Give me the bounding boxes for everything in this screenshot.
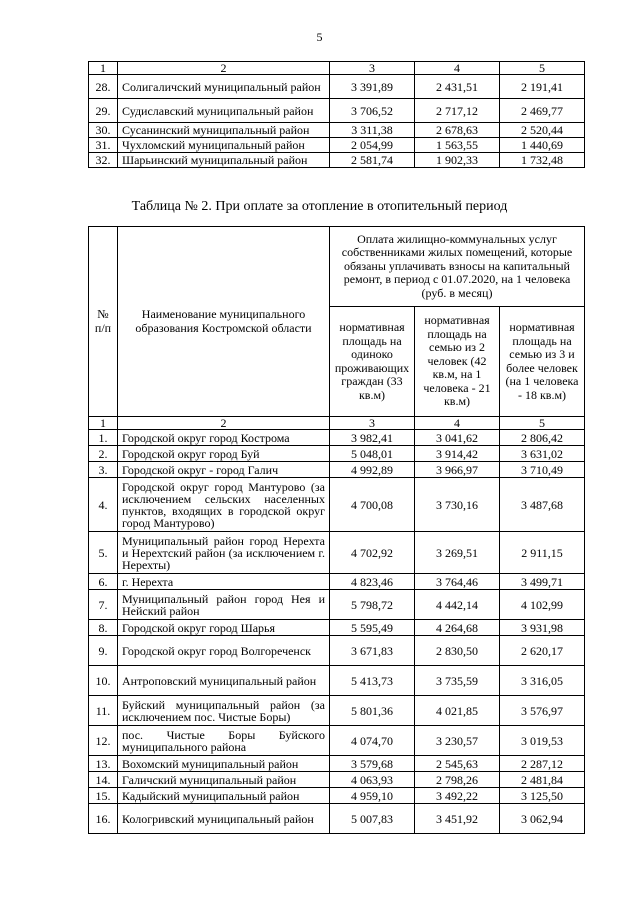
- municipality-name: Буйский муниципальный район (за исключением пос. Чистые Боры): [118, 696, 330, 726]
- colnum-2: 2: [118, 417, 330, 430]
- row-number: 31.: [89, 138, 118, 153]
- table-row: [89, 99, 585, 123]
- row-number: 8.: [89, 620, 118, 636]
- value-two-persons: 3 230,57: [415, 726, 500, 756]
- municipality-name: Муниципальный район город Нея и Нейский район: [118, 590, 330, 620]
- value-single: 3 982,41: [330, 430, 415, 446]
- header-two-persons: нормативная площадь на семью из 2 человек (42 кв.м, на 1 человека - 21 кв.м): [415, 307, 500, 417]
- value-three-plus: 3 487,68: [500, 478, 585, 532]
- value-single: 4 992,89: [330, 462, 415, 478]
- table-row: [89, 666, 585, 696]
- page-number: 5: [316, 30, 323, 44]
- value-two-persons: 3 451,92: [415, 804, 500, 834]
- municipality-name: Кадыйский муниципальный район: [118, 788, 330, 804]
- colnum-2: 2: [118, 62, 330, 75]
- value-two-persons: 3 966,97: [415, 462, 500, 478]
- value-single: 4 702,92: [330, 532, 415, 574]
- value-three-plus: 2 620,17: [500, 636, 585, 666]
- row-number: 10.: [89, 666, 118, 696]
- header-single: нормативная площадь на одиноко проживающих граждан (33 кв.м): [330, 307, 415, 417]
- value-three-plus: 3 019,53: [500, 726, 585, 756]
- table-row: [89, 804, 585, 834]
- table-row: [89, 138, 585, 153]
- row-number: 1.: [89, 430, 118, 446]
- municipality-name: Антроповский муниципальный район: [118, 666, 330, 696]
- table-row: [89, 772, 585, 788]
- row-number: 32.: [89, 153, 118, 168]
- table-row: [89, 756, 585, 772]
- colnum-5: 5: [500, 62, 585, 75]
- value-two-persons: 3 764,46: [415, 574, 500, 590]
- value-two-persons: 2 830,50: [415, 636, 500, 666]
- table-2-body: [89, 227, 585, 834]
- table-row: [89, 75, 585, 99]
- value-three-plus: 2 806,42: [500, 430, 585, 446]
- row-number: 12.: [89, 726, 118, 756]
- value-two-persons: 4 264,68: [415, 620, 500, 636]
- value-single: 4 959,10: [330, 788, 415, 804]
- colnum-5: 5: [500, 417, 585, 430]
- value-two-persons: 3 041,62: [415, 430, 500, 446]
- value-three-plus: 2 481,84: [500, 772, 585, 788]
- row-number: 15.: [89, 788, 118, 804]
- value-single: 2 581,74: [330, 153, 415, 168]
- value-two-persons: 1 902,33: [415, 153, 500, 168]
- municipality-name: Городской округ город Буй: [118, 446, 330, 462]
- table-row: [89, 123, 585, 138]
- colnum-1: 1: [89, 417, 118, 430]
- value-three-plus: 2 287,12: [500, 756, 585, 772]
- table-row: [89, 532, 585, 574]
- colnum-1: 1: [89, 62, 118, 75]
- municipality-name: Муниципальный район город Нерехта и Нерехтский район (за исключением г. Нерехты): [118, 532, 330, 574]
- value-three-plus: 4 102,99: [500, 590, 585, 620]
- value-single: 5 798,72: [330, 590, 415, 620]
- colnum-3: 3: [330, 417, 415, 430]
- value-two-persons: 2 431,51: [415, 75, 500, 99]
- table-row: [89, 574, 585, 590]
- value-two-persons: 4 021,85: [415, 696, 500, 726]
- municipality-name: Галичский муниципальный район: [118, 772, 330, 788]
- value-three-plus: 3 125,50: [500, 788, 585, 804]
- colnum-3: 3: [330, 62, 415, 75]
- value-single: 3 579,68: [330, 756, 415, 772]
- table-row: [89, 590, 585, 620]
- table-row: [89, 462, 585, 478]
- value-three-plus: 3 499,71: [500, 574, 585, 590]
- value-three-plus: 2 191,41: [500, 75, 585, 99]
- value-single: 5 048,01: [330, 446, 415, 462]
- colnum-4: 4: [415, 62, 500, 75]
- municipality-name: Городской округ - город Галич: [118, 462, 330, 478]
- value-single: 4 823,46: [330, 574, 415, 590]
- value-two-persons: 3 492,22: [415, 788, 500, 804]
- column-number-row: [89, 62, 585, 75]
- table-row: [89, 696, 585, 726]
- value-two-persons: 2 678,63: [415, 123, 500, 138]
- value-two-persons: 3 730,16: [415, 478, 500, 532]
- value-two-persons: 3 914,42: [415, 446, 500, 462]
- municipality-name: г. Нерехта: [118, 574, 330, 590]
- municipality-name: пос. Чистые Боры Буйского муниципального района: [118, 726, 330, 756]
- row-number: 16.: [89, 804, 118, 834]
- value-single: 4 063,93: [330, 772, 415, 788]
- row-number: 3.: [89, 462, 118, 478]
- table-row: [89, 788, 585, 804]
- value-three-plus: 3 316,05: [500, 666, 585, 696]
- table-row: [89, 478, 585, 532]
- row-number: 11.: [89, 696, 118, 726]
- municipality-name: Чухломский муниципальный район: [118, 138, 330, 153]
- colnum-4: 4: [415, 417, 500, 430]
- value-two-persons: 3 735,59: [415, 666, 500, 696]
- value-single: 4 700,08: [330, 478, 415, 532]
- header-row-1: [89, 227, 585, 307]
- table-2-caption: Таблица № 2. При оплате за отопление в отопительный период: [131, 199, 508, 214]
- table-row: [89, 430, 585, 446]
- value-two-persons: 2 798,26: [415, 772, 500, 788]
- municipality-name: Солигаличский муниципальный район: [118, 75, 330, 99]
- row-number: 14.: [89, 772, 118, 788]
- value-three-plus: 3 931,98: [500, 620, 585, 636]
- row-number: 5.: [89, 532, 118, 574]
- value-two-persons: 2 717,12: [415, 99, 500, 123]
- header-name: Наименование муниципального образования Костромской области: [118, 227, 330, 417]
- value-single: 2 054,99: [330, 138, 415, 153]
- municipality-name: Городской округ город Шарья: [118, 620, 330, 636]
- row-number: 7.: [89, 590, 118, 620]
- municipality-name: Судиславский муниципальный район: [118, 99, 330, 123]
- municipality-name: Шарьинский муниципальный район: [118, 153, 330, 168]
- header-num: № п/п: [89, 227, 118, 417]
- value-two-persons: 3 269,51: [415, 532, 500, 574]
- value-three-plus: 3 062,94: [500, 804, 585, 834]
- value-single: 5 595,49: [330, 620, 415, 636]
- value-three-plus: 1 440,69: [500, 138, 585, 153]
- value-single: 5 007,83: [330, 804, 415, 834]
- municipality-name: Городской округ город Мантурово (за исключением сельских населенных пунктов, входящих в городской округ город Мантурово): [118, 478, 330, 532]
- value-three-plus: 3 710,49: [500, 462, 585, 478]
- table-row: [89, 446, 585, 462]
- table-row: [89, 153, 585, 168]
- row-number: 28.: [89, 75, 118, 99]
- row-number: 13.: [89, 756, 118, 772]
- value-three-plus: 3 576,97: [500, 696, 585, 726]
- value-two-persons: 2 545,63: [415, 756, 500, 772]
- value-three-plus: 1 732,48: [500, 153, 585, 168]
- row-number: 2.: [89, 446, 118, 462]
- value-three-plus: 2 911,15: [500, 532, 585, 574]
- header-group: Оплата жилищно-коммунальных услуг собственниками жилых помещений, которые обязаны уплачивать взносы на капитальный ремонт, в период с 01.07.2020, на 1 человека (руб. в месяц): [330, 227, 585, 307]
- value-three-plus: 2 469,77: [500, 99, 585, 123]
- row-number: 29.: [89, 99, 118, 123]
- value-single: 5 413,73: [330, 666, 415, 696]
- row-number: 9.: [89, 636, 118, 666]
- tariff-table-2: [88, 226, 585, 834]
- column-number-row: [89, 417, 585, 430]
- table-row: [89, 620, 585, 636]
- row-number: 4.: [89, 478, 118, 532]
- row-number: 30.: [89, 123, 118, 138]
- municipality-name: Городской округ город Волгореченск: [118, 636, 330, 666]
- municipality-name: Городской округ город Кострома: [118, 430, 330, 446]
- tariff-table-1-continuation: [88, 61, 585, 168]
- municipality-name: Сусанинский муниципальный район: [118, 123, 330, 138]
- value-single: 3 706,52: [330, 99, 415, 123]
- municipality-name: Вохомский муниципальный район: [118, 756, 330, 772]
- value-single: 3 311,38: [330, 123, 415, 138]
- value-single: 5 801,36: [330, 696, 415, 726]
- value-two-persons: 4 442,14: [415, 590, 500, 620]
- row-number: 6.: [89, 574, 118, 590]
- table-row: [89, 726, 585, 756]
- table-1-body: [89, 62, 585, 168]
- value-single: 4 074,70: [330, 726, 415, 756]
- value-single: 3 671,83: [330, 636, 415, 666]
- table-row: [89, 636, 585, 666]
- value-three-plus: 2 520,44: [500, 123, 585, 138]
- value-two-persons: 1 563,55: [415, 138, 500, 153]
- header-three-plus: нормативная площадь на семью из 3 и более человек (на 1 человека - 18 кв.м): [500, 307, 585, 417]
- municipality-name: Кологривский муниципальный район: [118, 804, 330, 834]
- value-three-plus: 3 631,02: [500, 446, 585, 462]
- value-single: 3 391,89: [330, 75, 415, 99]
